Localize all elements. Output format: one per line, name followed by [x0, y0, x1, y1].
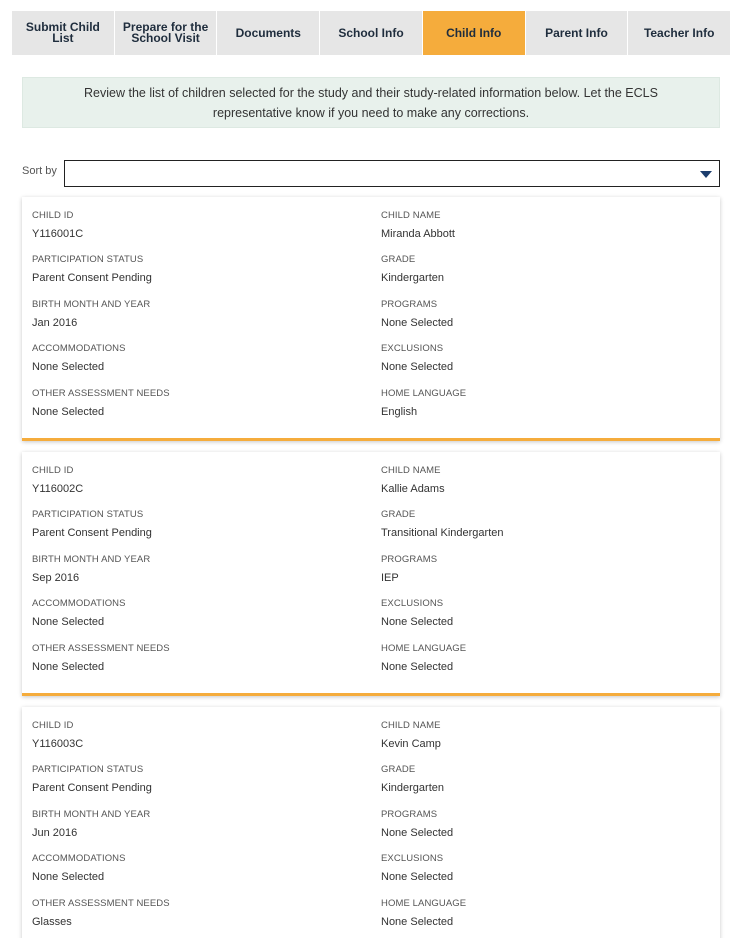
birth-field [32, 299, 352, 329]
child-id-field [32, 465, 352, 495]
grade-value: Kindergarten [381, 272, 444, 284]
participation-status-field [32, 509, 352, 539]
programs-field [381, 554, 701, 584]
child-id-field [32, 210, 352, 240]
home-language-value: English [381, 406, 418, 418]
tab-parent-info[interactable]: Parent Info [526, 11, 629, 55]
home-language-value: None Selected [381, 916, 454, 928]
programs-value: None Selected [381, 827, 454, 839]
other-needs-field [32, 898, 352, 928]
child-id-label: CHILD ID [32, 465, 74, 476]
child-id-value: Y116002C [32, 483, 84, 495]
birth-value: Sep 2016 [32, 572, 80, 584]
programs-value: IEP [381, 572, 399, 584]
programs-label: PROGRAMS [381, 554, 438, 565]
child-name-label: CHILD NAME [381, 720, 441, 731]
birth-value: Jun 2016 [32, 827, 78, 839]
programs-field [381, 809, 701, 839]
home-language-field [381, 388, 701, 418]
child-name-field [381, 210, 701, 240]
home-language-field [381, 643, 701, 673]
programs-field [381, 299, 701, 329]
accommodations-label: ACCOMMODATIONS [32, 343, 126, 354]
home-language-value: None Selected [381, 661, 454, 673]
participation-status-field [32, 764, 352, 794]
other-needs-value: None Selected [32, 406, 105, 418]
participation-status-label: PARTICIPATION STATUS [32, 509, 144, 520]
tab-teacher-info[interactable]: Teacher Info [628, 11, 730, 55]
grade-label: GRADE [381, 254, 416, 265]
participation-status-label: PARTICIPATION STATUS [32, 254, 144, 265]
tab-prepare-school-visit[interactable]: Prepare for the School Visit [115, 11, 218, 55]
other-needs-value: Glasses [32, 916, 72, 928]
sort-select[interactable] [64, 160, 720, 187]
programs-label: PROGRAMS [381, 299, 438, 310]
accommodations-label: ACCOMMODATIONS [32, 598, 126, 609]
child-name-value: Kallie Adams [381, 483, 445, 495]
home-language-label: HOME LANGUAGE [381, 388, 467, 399]
child-name-value: Miranda Abbott [381, 228, 455, 240]
participation-status-label: PARTICIPATION STATUS [32, 764, 144, 775]
child-card [22, 452, 720, 696]
child-card [22, 197, 720, 441]
other-needs-field [32, 388, 352, 418]
other-needs-label: OTHER ASSESSMENT NEEDS [32, 643, 170, 654]
grade-value: Transitional Kindergarten [381, 527, 504, 539]
grade-label: GRADE [381, 764, 416, 775]
birth-label: BIRTH MONTH AND YEAR [32, 299, 151, 310]
info-banner-text: Review the list of children selected for the study and their study-related information below. Let the ECLS representative know if you need to make any corrections. [84, 85, 658, 120]
tab-submit-child-list[interactable]: Submit Child List [12, 11, 115, 55]
exclusions-field [381, 343, 701, 373]
exclusions-value: None Selected [381, 361, 454, 373]
other-needs-label: OTHER ASSESSMENT NEEDS [32, 388, 170, 399]
child-name-label: CHILD NAME [381, 210, 441, 221]
exclusions-value: None Selected [381, 616, 454, 628]
child-name-value: Kevin Camp [381, 738, 441, 750]
exclusions-label: EXCLUSIONS [381, 853, 444, 864]
accommodations-field [32, 853, 352, 883]
exclusions-field [381, 598, 701, 628]
child-id-label: CHILD ID [32, 210, 74, 221]
grade-value: Kindergarten [381, 782, 444, 794]
birth-value: Jan 2016 [32, 317, 78, 329]
child-name-field [381, 720, 701, 750]
child-name-field [381, 465, 701, 495]
grade-label: GRADE [381, 509, 416, 520]
birth-field [32, 554, 352, 584]
birth-label: BIRTH MONTH AND YEAR [32, 554, 151, 565]
other-needs-field [32, 643, 352, 673]
home-language-field [381, 898, 701, 928]
grade-field [381, 764, 701, 794]
tab-school-info[interactable]: School Info [320, 11, 423, 55]
child-card [22, 707, 720, 938]
programs-value: None Selected [381, 317, 454, 329]
grade-field [381, 509, 701, 539]
exclusions-label: EXCLUSIONS [381, 598, 444, 609]
child-id-label: CHILD ID [32, 720, 74, 731]
programs-label: PROGRAMS [381, 809, 438, 820]
accommodations-label: ACCOMMODATIONS [32, 853, 126, 864]
other-needs-value: None Selected [32, 661, 105, 673]
child-id-field [32, 720, 352, 750]
home-language-label: HOME LANGUAGE [381, 898, 467, 909]
other-needs-label: OTHER ASSESSMENT NEEDS [32, 898, 170, 909]
participation-status-value: Parent Consent Pending [32, 272, 152, 284]
participation-status-field [32, 254, 352, 284]
birth-field [32, 809, 352, 839]
tab-bar [12, 11, 730, 55]
participation-status-value: Parent Consent Pending [32, 782, 152, 794]
sort-label: Sort by [22, 165, 57, 177]
exclusions-field [381, 853, 701, 883]
accommodations-field [32, 598, 352, 628]
tab-documents[interactable]: Documents [217, 11, 320, 55]
accommodations-value: None Selected [32, 616, 105, 628]
birth-label: BIRTH MONTH AND YEAR [32, 809, 151, 820]
participation-status-value: Parent Consent Pending [32, 527, 152, 539]
home-language-label: HOME LANGUAGE [381, 643, 467, 654]
exclusions-label: EXCLUSIONS [381, 343, 444, 354]
child-id-value: Y116001C [32, 228, 84, 240]
grade-field [381, 254, 701, 284]
chevron-down-icon[interactable] [700, 171, 712, 178]
child-id-value: Y116003C [32, 738, 84, 750]
exclusions-value: None Selected [381, 871, 454, 883]
accommodations-value: None Selected [32, 871, 105, 883]
accommodations-value: None Selected [32, 361, 105, 373]
child-name-label: CHILD NAME [381, 465, 441, 476]
info-banner [22, 77, 720, 128]
tab-child-info[interactable]: Child Info [423, 11, 526, 55]
accommodations-field [32, 343, 352, 373]
